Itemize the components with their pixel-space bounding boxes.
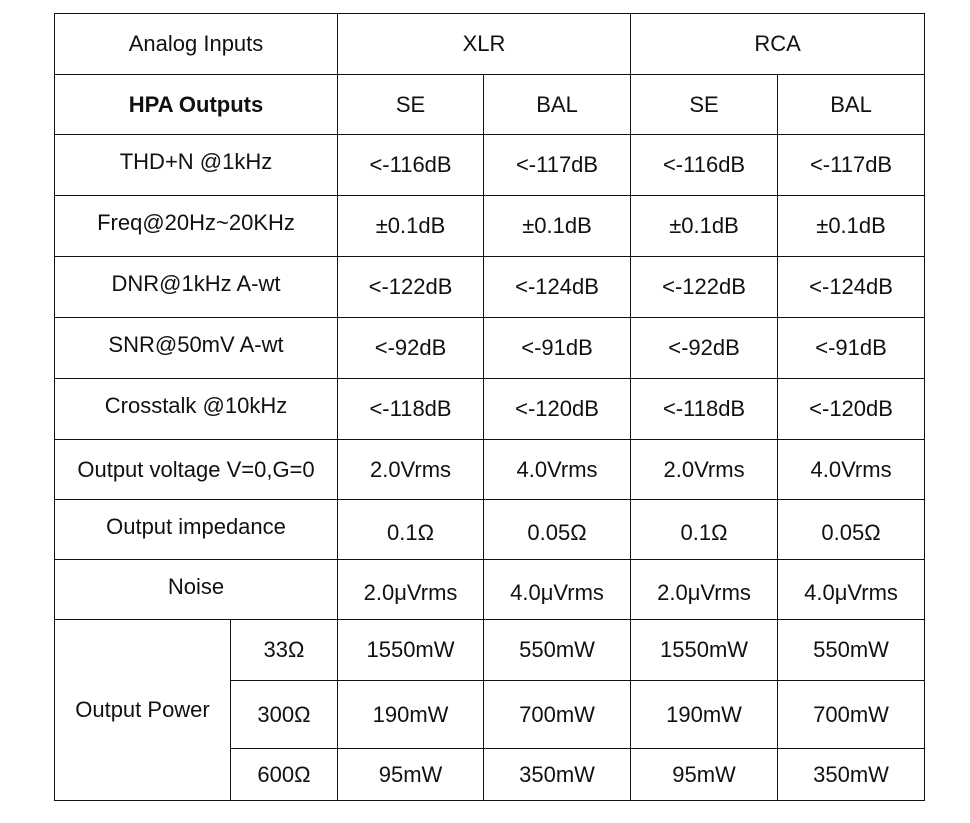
table-cell: 4.0μVrms	[778, 560, 925, 620]
col-header-rca-se: SE	[631, 75, 778, 135]
table-row	[55, 196, 925, 257]
table-cell: 95mW	[338, 749, 484, 801]
table-cell: 2.0μVrms	[631, 560, 778, 620]
table-cell: <-122dB	[631, 257, 778, 318]
table-cell: ±0.1dB	[484, 196, 631, 257]
header-row-inputs	[55, 14, 925, 75]
table-cell: 4.0Vrms	[778, 440, 925, 500]
table-cell: <-118dB	[338, 379, 484, 440]
table-cell: <-124dB	[778, 257, 925, 318]
table-cell: 700mW	[778, 681, 925, 749]
table-cell: 190mW	[631, 681, 778, 749]
table-cell: 4.0Vrms	[484, 440, 631, 500]
table-row	[55, 500, 925, 560]
table-cell: <-117dB	[778, 135, 925, 196]
row-label: Output impedance	[55, 500, 338, 560]
table-cell: 4.0μVrms	[484, 560, 631, 620]
table-cell: 550mW	[484, 620, 631, 681]
table-cell: 700mW	[484, 681, 631, 749]
table-cell: ±0.1dB	[631, 196, 778, 257]
load-label: 300Ω	[231, 681, 338, 749]
table-cell: <-92dB	[631, 318, 778, 379]
load-label: 600Ω	[231, 749, 338, 801]
table-cell: 0.1Ω	[338, 500, 484, 560]
table-cell: 2.0Vrms	[631, 440, 778, 500]
load-label: 33Ω	[231, 620, 338, 681]
table-row	[55, 135, 925, 196]
table-cell: <-118dB	[631, 379, 778, 440]
table-cell: ±0.1dB	[778, 196, 925, 257]
table-cell: <-116dB	[338, 135, 484, 196]
table-cell: <-124dB	[484, 257, 631, 318]
table-cell: <-91dB	[484, 318, 631, 379]
table-row	[55, 318, 925, 379]
analog-inputs-header: Analog Inputs	[55, 14, 338, 75]
table-cell: 2.0Vrms	[338, 440, 484, 500]
table-cell: <-91dB	[778, 318, 925, 379]
row-label: THD+N @1kHz	[55, 135, 338, 196]
table-cell: 350mW	[778, 749, 925, 801]
header-row-outputs	[55, 75, 925, 135]
table-row	[55, 620, 925, 681]
table-cell: <-117dB	[484, 135, 631, 196]
row-label: Crosstalk @10kHz	[55, 379, 338, 440]
table-cell: <-92dB	[338, 318, 484, 379]
col-header-xlr-bal: BAL	[484, 75, 631, 135]
xlr-header: XLR	[338, 14, 631, 75]
row-label: DNR@1kHz A-wt	[55, 257, 338, 318]
spec-table	[54, 13, 925, 801]
table-cell: 0.05Ω	[484, 500, 631, 560]
row-label: Noise	[55, 560, 338, 620]
table-cell: 550mW	[778, 620, 925, 681]
hpa-outputs-header: HPA Outputs	[55, 75, 338, 135]
table-cell: <-120dB	[484, 379, 631, 440]
table-cell: <-122dB	[338, 257, 484, 318]
table-row	[55, 379, 925, 440]
table-cell: ±0.1dB	[338, 196, 484, 257]
table-cell: 0.1Ω	[631, 500, 778, 560]
table-cell: 190mW	[338, 681, 484, 749]
col-header-rca-bal: BAL	[778, 75, 925, 135]
table-cell: 2.0μVrms	[338, 560, 484, 620]
row-label: SNR@50mV A-wt	[55, 318, 338, 379]
table-cell: 350mW	[484, 749, 631, 801]
table-cell: 0.05Ω	[778, 500, 925, 560]
output-power-label: Output Power	[55, 620, 231, 801]
table-cell: <-120dB	[778, 379, 925, 440]
row-label: Freq@20Hz~20KHz	[55, 196, 338, 257]
table-row	[55, 560, 925, 620]
col-header-xlr-se: SE	[338, 75, 484, 135]
table-row	[55, 257, 925, 318]
table-cell: 1550mW	[338, 620, 484, 681]
table-cell: <-116dB	[631, 135, 778, 196]
row-label: Output voltage V=0,G=0	[55, 440, 338, 500]
table-row	[55, 440, 925, 500]
table-cell: 95mW	[631, 749, 778, 801]
table-cell: 1550mW	[631, 620, 778, 681]
rca-header: RCA	[631, 14, 925, 75]
